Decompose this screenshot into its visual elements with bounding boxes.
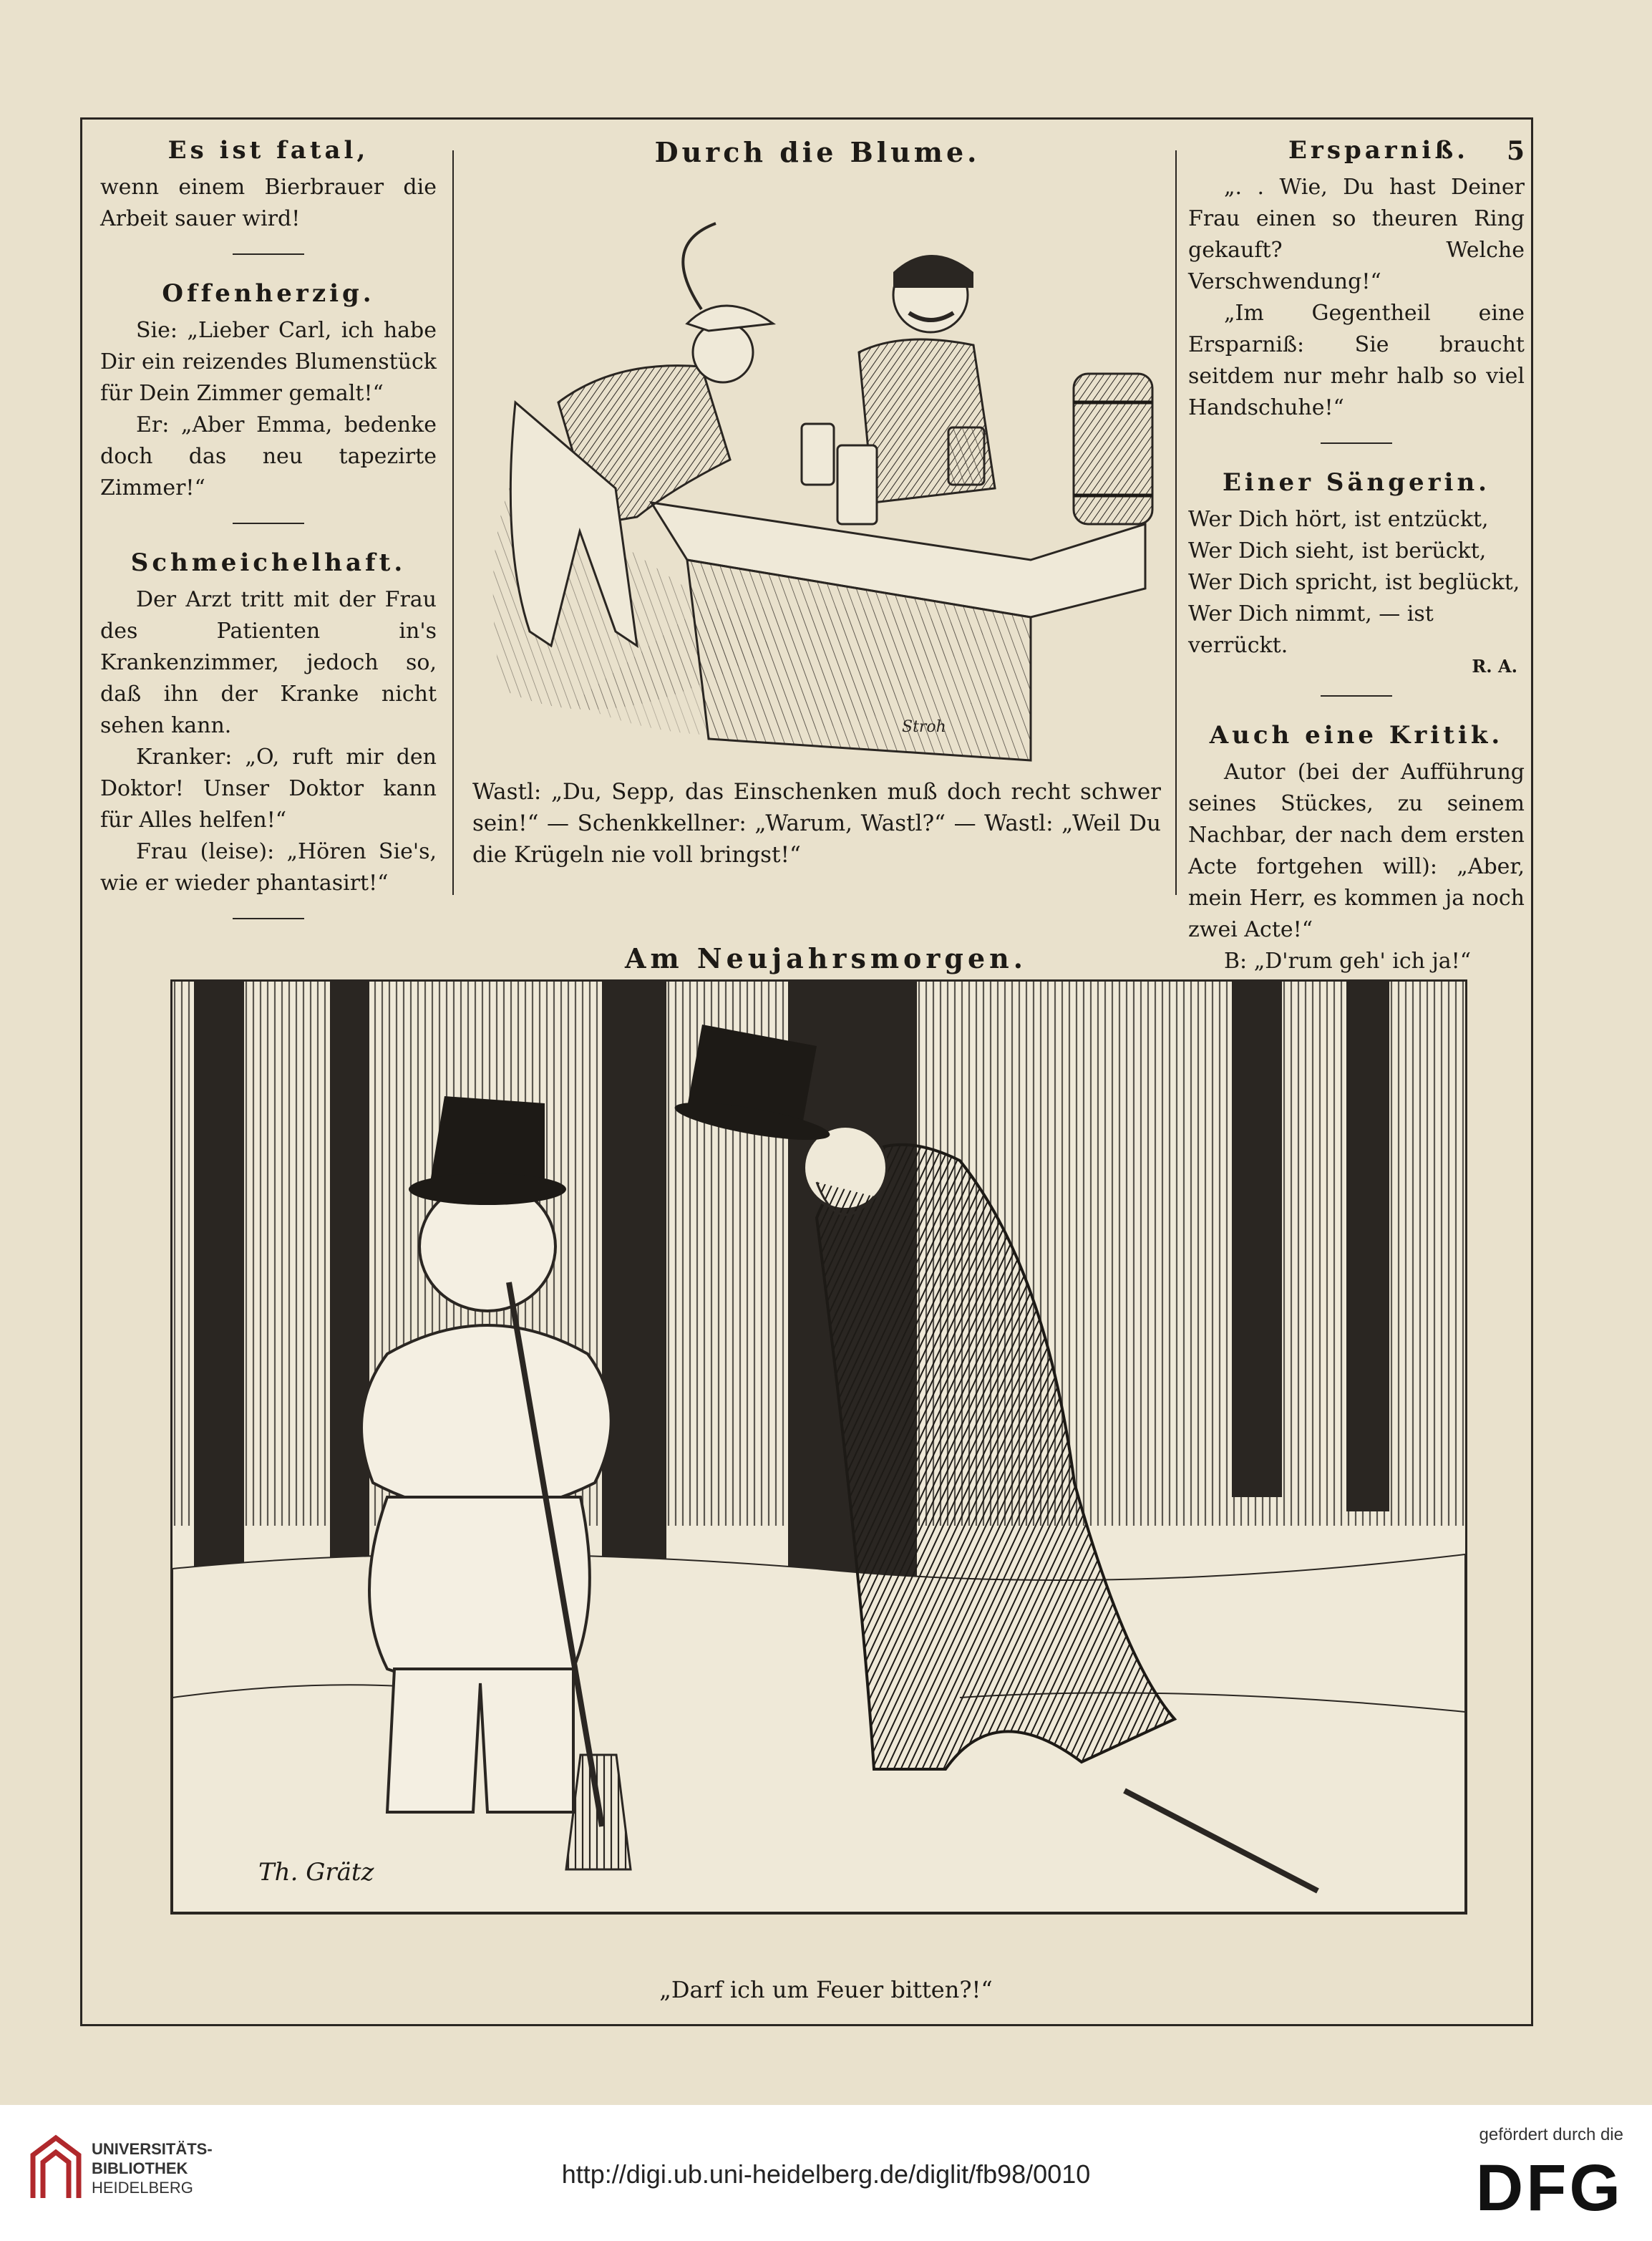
heading-durch-die-blume: Durch die Blume.	[654, 136, 981, 168]
caption-durch-die-blume: Wastl: „Du, Sepp, das Einschenken muß doch recht schwer sein!“ — Schenkkellner: „Warum, Wastl?“ — Wastl: „Weil Du die Krügeln nie voll bringst!“	[472, 779, 1161, 868]
separator	[233, 253, 304, 255]
digitization-footer	[0, 2105, 1652, 2241]
separator	[1321, 442, 1392, 444]
text-offenherzig-1: Sie: „Lieber Carl, ich habe Dir ein reizendes Blumenstück für Dein Zimmer gemalt!“	[100, 318, 437, 406]
text-ersparniss-1: „. . Wie, Du hast Deiner Frau einen so theuren Ring gekauft? Welche Verschwendung!“	[1188, 175, 1525, 294]
institution-line: UNIVERSITÄTS-	[92, 2140, 213, 2158]
page-number: 5	[1506, 136, 1525, 166]
poem-line: Wer Dich spricht, ist beglückt,	[1188, 570, 1520, 595]
text-kritik-2: B: „D'rum geh' ich ja!“	[1224, 949, 1472, 974]
poem-signature: R. A.	[1472, 656, 1517, 677]
text-schmeichelhaft-2: Kranker: „O, ruft mir den Doktor! Unser Doktor kann für Alles helfen!“	[100, 745, 437, 833]
caption-am-neujahrsmorgen: „Darf ich um Feuer bitten?!“	[659, 1976, 993, 2003]
column-rule	[452, 150, 454, 895]
institution-line: HEIDELBERG	[92, 2179, 193, 2197]
text-offenherzig-2: Er: „Aber Emma, bedenke doch das neu tapezirte Zimmer!“	[100, 412, 437, 500]
middle-column	[467, 136, 1168, 175]
poem-line: Wer Dich sieht, ist berückt,	[1188, 538, 1487, 563]
right-column-header	[1188, 136, 1525, 165]
heading-schmeichelhaft: Schmeichelhaft.	[130, 548, 407, 577]
heading-einer-saengerin: Einer Sängerin.	[1222, 468, 1491, 497]
artist-signature-graetz: Th. Grätz	[258, 1858, 374, 1887]
heading-offenherzig: Offenherzig.	[162, 279, 375, 308]
poem-line: Wer Dich hört, ist entzückt,	[1188, 507, 1489, 532]
poem	[1188, 504, 1525, 662]
text-es-ist-fatal: wenn einem Bierbrauer die Arbeit sauer wird!	[100, 175, 437, 231]
funding-note: gefördert durch die	[1479, 2125, 1623, 2144]
snowman-forest-illustration	[170, 979, 1467, 1915]
dfg-logo: DFG	[1475, 2152, 1623, 2225]
right-column	[1188, 136, 1525, 1022]
separator	[233, 523, 304, 524]
heading-es-ist-fatal: Es ist fatal,	[167, 136, 369, 165]
text-schmeichelhaft-3: Frau (leise): „Hören Sie's, wie er wieder phantasirt!“	[100, 839, 437, 896]
permalink-url[interactable]: http://digi.ub.uni-heidelberg.de/diglit/fb98/0010	[561, 2159, 1091, 2189]
artist-signature-stroh: Stroh	[902, 718, 946, 736]
heading-am-neujahrsmorgen: Am Neujahrsmorgen.	[624, 942, 1028, 974]
text-kritik-1: Autor (bei der Aufführung seines Stückes, zu seinem Nachbar, der nach dem ersten Acte fortgehen will): „Aber, mein Herr, es kommen ja noch zwei Acte!“	[1188, 760, 1525, 942]
institution-line: BIBLIOTHEK	[92, 2159, 188, 2177]
tavern-illustration	[472, 188, 1160, 768]
text-schmeichelhaft-1: Der Arzt tritt mit der Frau des Patienten in's Krankenzimmer, jedoch so, daß ihn der Kranke nicht sehen kann.	[100, 587, 437, 738]
left-column	[100, 136, 437, 944]
column-rule	[1175, 150, 1177, 895]
heading-ersparniss: Ersparniß.	[1288, 136, 1469, 165]
separator	[233, 918, 304, 919]
poem-line: Wer Dich nimmt, — ist verrückt.	[1188, 601, 1434, 658]
text-ersparniss-2: „Im Gegentheil eine Ersparniß: Sie braucht seitdem nur mehr halb so viel Handschuhe!“	[1188, 301, 1525, 420]
separator	[1321, 695, 1392, 697]
heading-auch-eine-kritik: Auch eine Kritik.	[1209, 721, 1504, 750]
